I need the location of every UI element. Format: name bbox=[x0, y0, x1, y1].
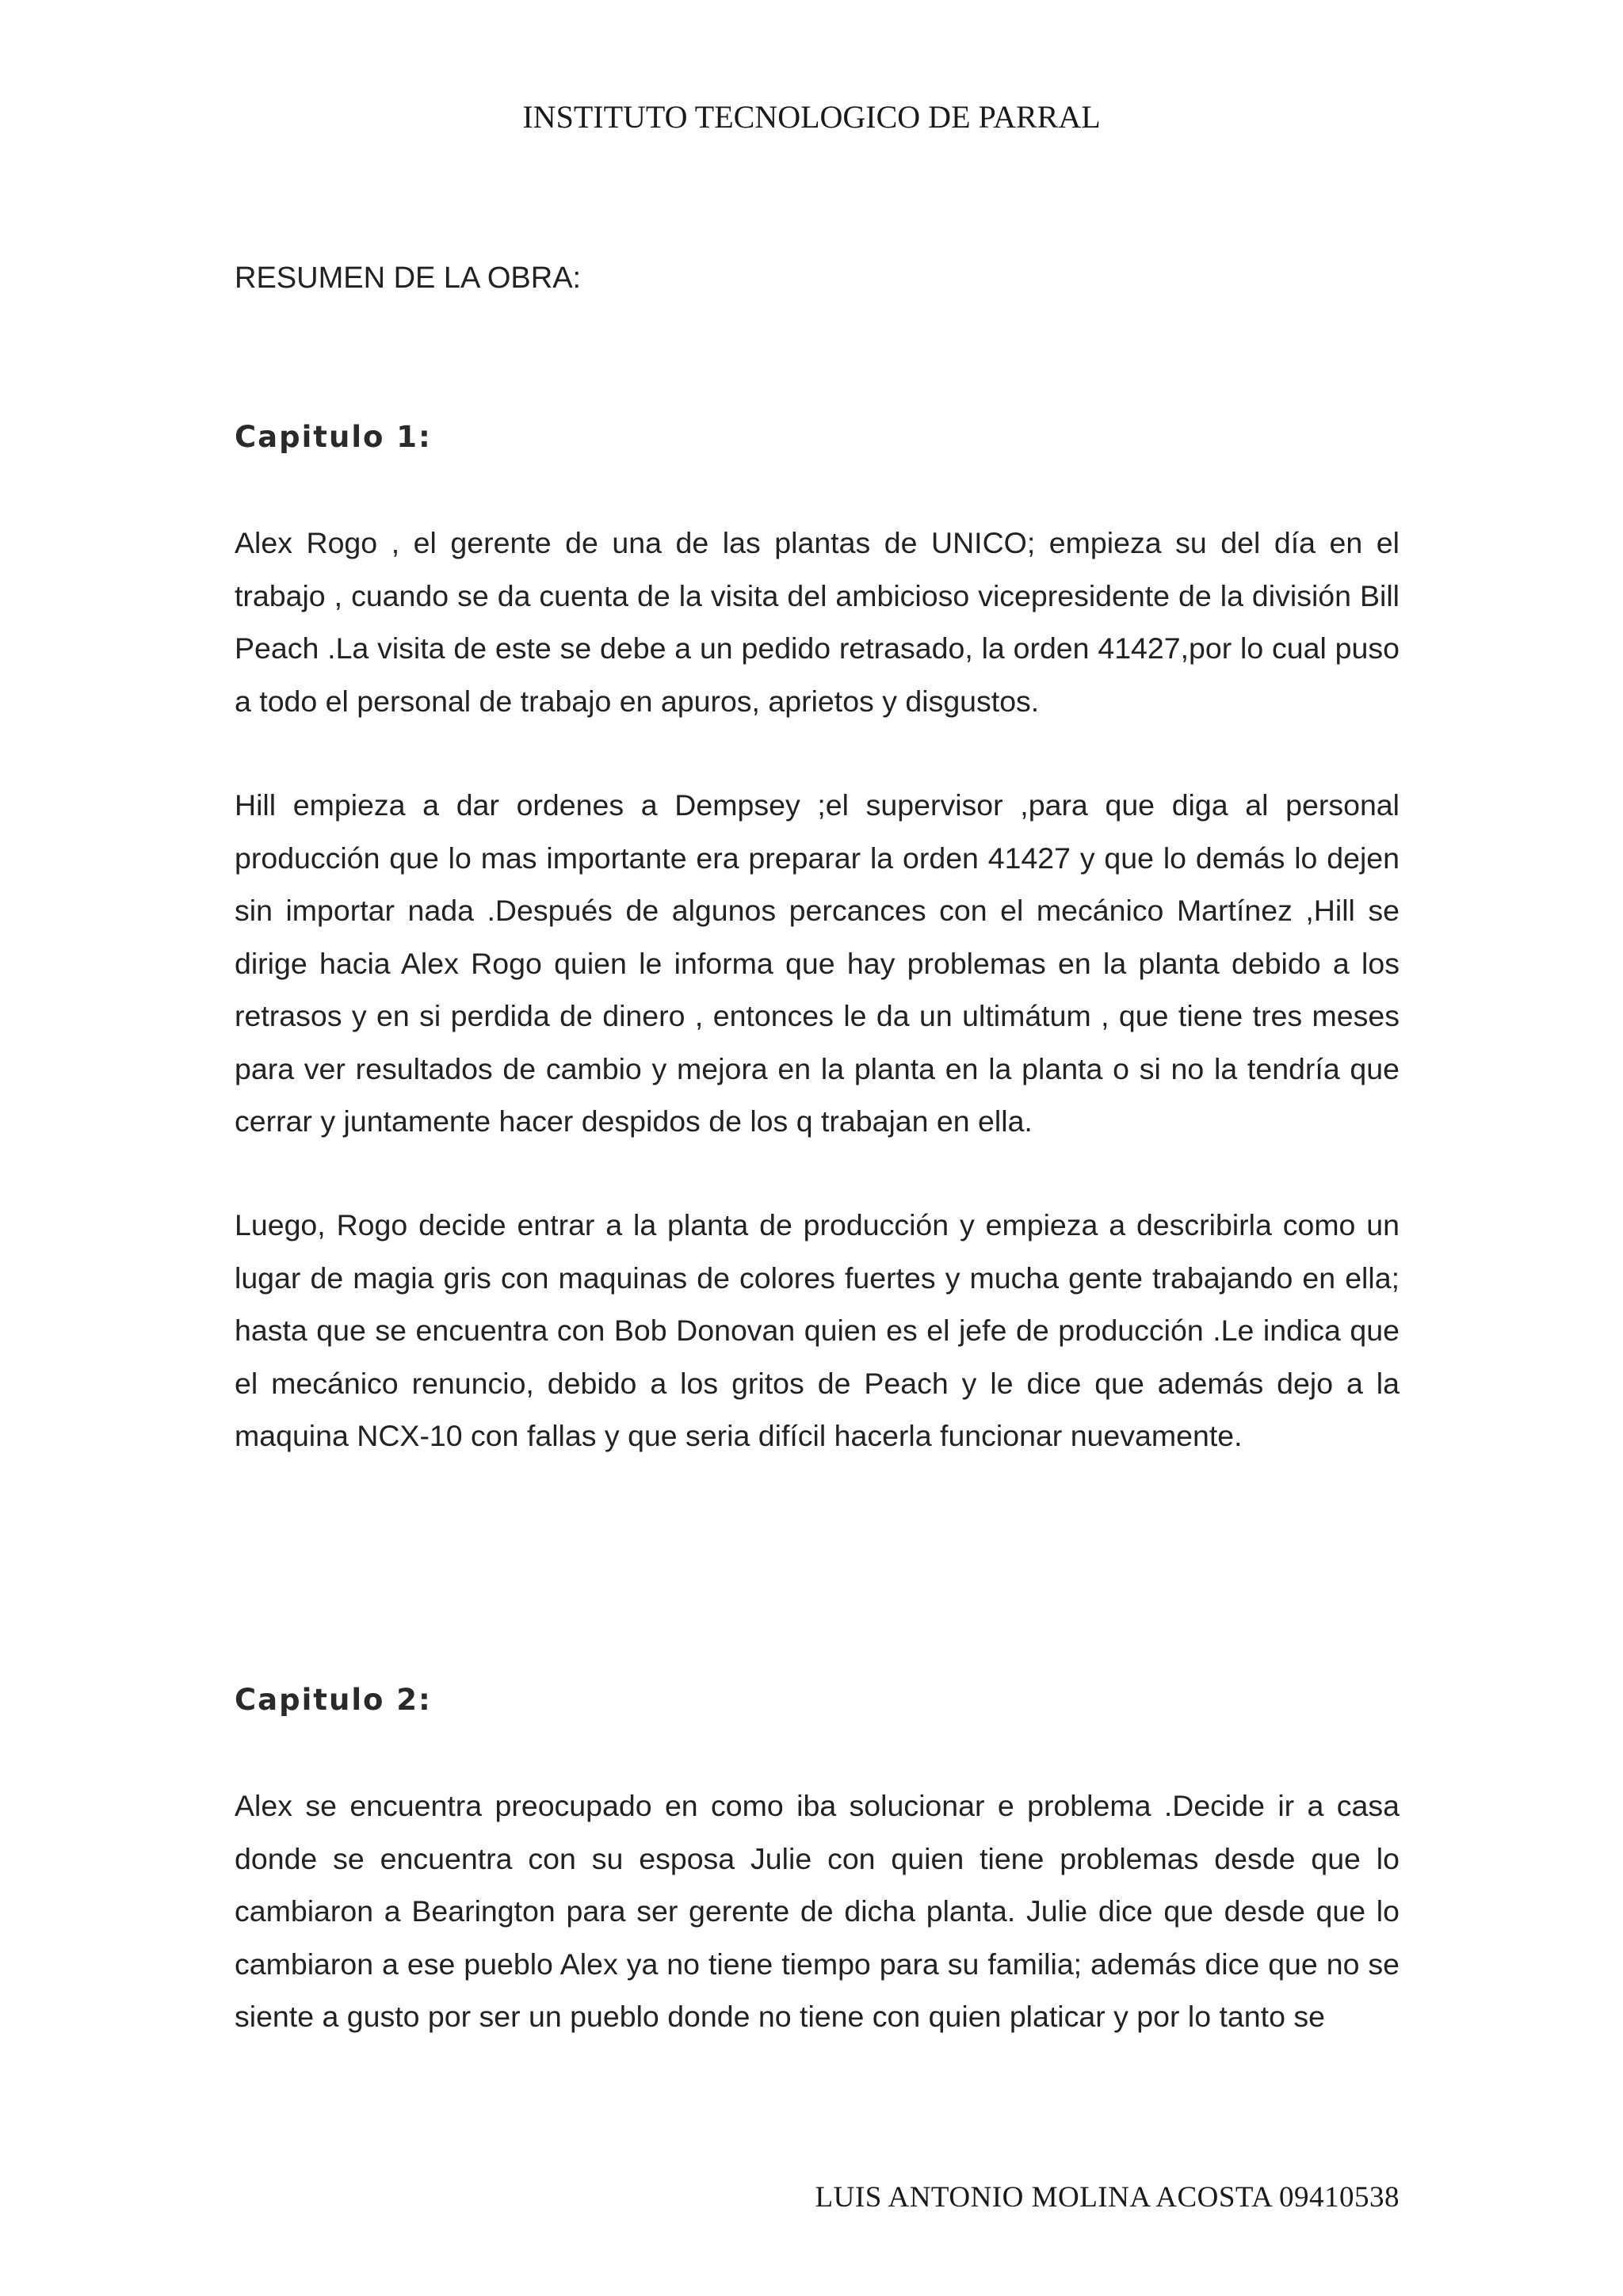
chapter-1-paragraph-3: Luego, Rogo decide entrar a la planta de producción y empieza a describirla como un lugar de magia gris con maquinas de colores fuertes y mucha gente trabajando en ella; hasta que se encuentra con Bob Donovan quien es el jefe de producción .Le indica que el mecánico renuncio, debido a los gritos de Peach y le dice que además dejo a la maquina NCX-10 con fallas y que seria difícil hacerla funcionar nuevamente. bbox=[235, 1208, 1400, 1452]
chapter-2-paragraph-1: Alex se encuentra preocupado en como iba solucionar e problema .Decide ir a casa donde se encuentra con su esposa Julie con quien tiene problemas desde que lo cambiaron a Bearington para ser gerente de dicha planta. Julie dice que desde que lo cambiaron a ese pueblo Alex ya no tiene tiempo para su familia; además dice que no se siente a gusto por ser un pueblo donde no tiene con quien platicar y por lo tanto se bbox=[235, 1789, 1400, 2033]
chapter-2-title: Capitulo 2: bbox=[235, 1683, 432, 1717]
chapter-1-paragraph-2: Hill empieza a dar ordenes a Dempsey ;el supervisor ,para que diga al personal producción que lo mas importante era preparar la orden 41427 y que lo demás lo dejen sin importar nada .Después de algunos percances con el mecánico Martínez ,Hill se dirige hacia Alex Rogo quien le informa que hay problemas en la planta debido a los retrasos y en si perdida de dinero , entonces le da un ultimátum , que tiene tres meses para ver resultados de cambio y mejora en la planta en la planta o si no la tendría que cerrar y juntamente hacer despidos de los q trabajan en ella. bbox=[235, 788, 1400, 1138]
chapter-1-paragraph-1: Alex Rogo , el gerente de una de las plantas de UNICO; empieza su del día en el trabajo , cuando se da cuenta de la visita del ambicioso vicepresidente de la división Bill Peach .La visita de este se debe a un pedido retrasado, la orden 41427,por lo cual puso a todo el personal de trabajo en apuros, aprietos y disgustos. bbox=[235, 526, 1400, 718]
chapter-1-title: Capitulo 1: bbox=[235, 420, 432, 454]
page-footer: LUIS ANTONIO MOLINA ACOSTA 09410538 bbox=[815, 2181, 1400, 2214]
page-header: INSTITUTO TECNOLOGICO DE PARRAL bbox=[522, 99, 1101, 135]
section-label: RESUMEN DE LA OBRA: bbox=[235, 261, 582, 295]
